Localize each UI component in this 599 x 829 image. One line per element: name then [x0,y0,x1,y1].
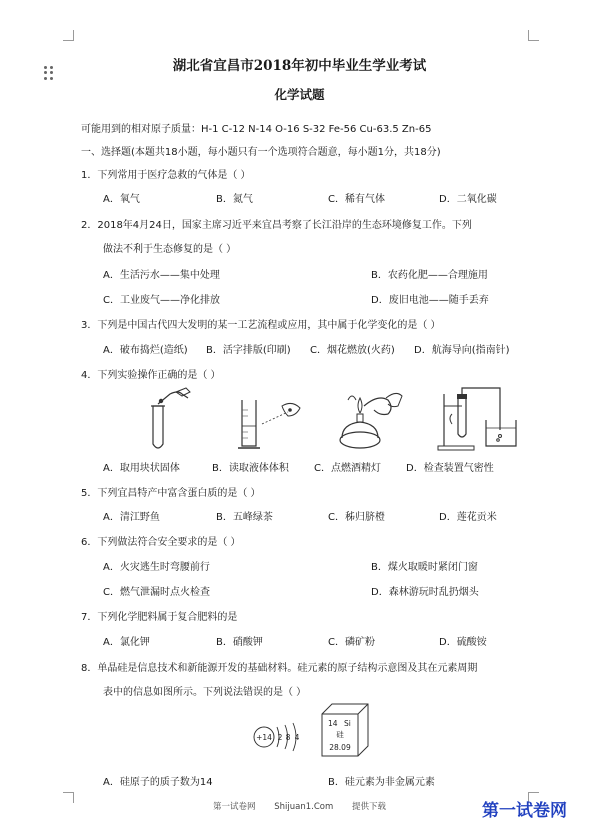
q5-option-c: C．秭归脐橙 [328,512,385,523]
q2-option-d: D．废旧电池——随手丢弃 [371,295,489,306]
q4-option-d: D．检查装置气密性 [406,463,494,474]
q1-option-b: B．氮气 [216,194,253,205]
q6-option-b: B．煤火取暖时紧闭门窗 [371,562,478,573]
question-8-stem: 8．单晶硅是信息技术和新能源开发的基础材料。硅元素的原子结构示意图及其在元素周期 [81,663,478,674]
q1-option-d: D．二氧化碳 [439,194,497,205]
atom-shell-1: 2 [277,733,283,742]
q6-option-d: D．森林游玩时乱扔烟头 [371,587,479,598]
q3-option-d: D．航海导向(指南针) [414,345,510,356]
q4-option-a: A．取用块状固体 [103,463,180,474]
q7-option-b: B．硝酸钾 [216,637,263,648]
q7-option-c: C．磷矿粉 [328,637,375,648]
figure-read-cylinder [232,386,307,456]
atomic-masses: 可能用到的相对原子质量：H-1 C-12 N-14 O-16 S-32 Fe-56 Cu-63.5 Zn-65 [81,124,432,135]
page-subtitle: 化学试题 [274,87,325,102]
question-3-stem: 3．下列是中国古代四大发明的某一工艺流程或应用，其中属于化学变化的是（ ） [81,320,441,331]
footer-site-url[interactable]: Shijuan1.Com [274,802,334,812]
q2-option-b: B．农药化肥——合理施用 [371,270,488,281]
margin-corner-top-right [528,30,539,41]
atom-nucleus-label: +14 [256,733,272,742]
q2-option-c: C．工业废气——净化排放 [103,295,220,306]
question-7-stem: 7．下列化学肥料属于复合肥料的是 [81,612,238,623]
q5-option-d: D．莲花贡米 [439,512,497,523]
q6-option-a: A．火灾逃生时弯腰前行 [103,562,210,573]
figure-lamp-lighting [328,384,408,456]
page-title: 湖北省宜昌市2018年初中毕业生学业考试 [172,58,427,74]
question-1-stem: 1．下列常用于医疗急救的气体是（ ） [81,170,251,181]
footer-note: 提供下载 [351,802,386,812]
q4-option-c: C．点燃酒精灯 [314,463,381,474]
question-6-stem: 6．下列做法符合安全要求的是（ ） [81,537,241,548]
atom-shell-2: 8 [285,733,291,742]
element-symbol: Si [344,719,351,728]
q3-option-a: A．破布捣烂(造纸) [103,345,188,356]
q2-option-a: A．生活污水——集中处理 [103,270,220,281]
element-mass: 28.09 [329,743,351,752]
q5-option-a: A．清江野鱼 [103,512,160,523]
question-5-stem: 5．下列宜昌特产中富含蛋白质的是（ ） [81,488,261,499]
atom-shell-3: 4 [294,733,300,742]
figure-airtightness-check [434,384,524,456]
figure-solid-into-tube [136,386,196,456]
q3-option-b: B．活字排版(印刷) [206,345,291,356]
q8-option-b: B．硅元素为非金属元素 [328,777,435,788]
question-2-stem: 2．2018年4月24日，国家主席习近平来宜昌考察了长江沿岸的生态环境修复工作。下列 [81,220,472,231]
q1-option-a: A．氧气 [103,194,140,205]
q7-option-d: D．硫酸铵 [439,637,487,648]
q8-option-a: A．硅原子的质子数为14 [103,777,213,788]
q7-option-a: A．氯化钾 [103,637,150,648]
question-8-stem-cont: 表中的信息如图所示。下列说法错误的是（ ） [103,687,307,698]
section-heading: 一、选择题(本题共18小题，每小题只有一个选项符合题意，每小题1分，共18分) [81,147,441,158]
q5-option-b: B．五峰绿茶 [216,512,273,523]
margin-corner-top-left [63,30,74,41]
q4-option-b: B．读取液体体积 [212,463,289,474]
question-4-stem: 4．下列实验操作正确的是（ ） [81,370,221,381]
q6-option-c: C．燃气泄漏时点火检查 [103,587,210,598]
figure-silicon-atom-structure [250,720,310,754]
element-name: 硅 [336,730,344,739]
footer-site-name: 第一试卷网 [213,802,256,812]
q3-option-c: C．烟花燃放(火药) [310,345,395,356]
element-number: 14 [328,719,338,728]
watermark-logo: 第一试卷网 [482,801,567,821]
q1-option-c: C．稀有气体 [328,194,385,205]
question-2-stem-cont: 做法不利于生态修复的是（ ） [103,244,237,255]
figure-periodic-table-cell [318,700,372,762]
